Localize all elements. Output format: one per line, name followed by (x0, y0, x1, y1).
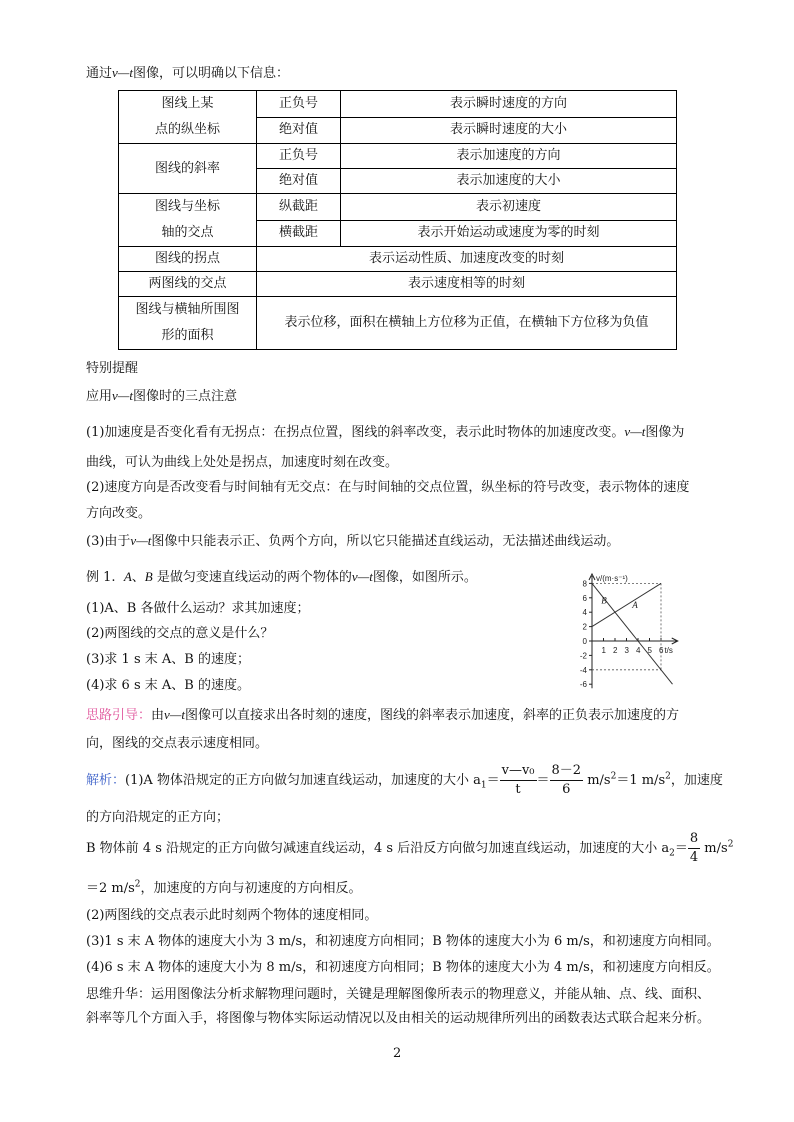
x-tick-label: 1 (601, 646, 606, 655)
intro-vt: v—t (112, 65, 133, 80)
fraction (500, 762, 537, 799)
example-label: 例 1. (86, 570, 116, 585)
fraction (550, 762, 584, 799)
x-tick-label: 3 (624, 646, 629, 655)
row-value: 表示加速度的大小 (341, 169, 677, 194)
note-1-cont: 曲线，可认为曲线上处处是拐点，加速度时刻在改变。 (86, 455, 399, 470)
question-1: (1)A、B 各做什么运动？求其加速度； (86, 601, 310, 616)
row-sub: 纵截距 (257, 194, 341, 221)
equals: ＝ (486, 773, 500, 788)
row-head: 两图线的交点 (119, 272, 257, 297)
note-3 (86, 530, 619, 549)
row-value: 表示瞬时速度的方向 (341, 91, 677, 118)
row-head (119, 194, 257, 247)
y-tick-label: -6 (579, 680, 587, 690)
row-value: 表示开始运动或速度为零的时刻 (341, 220, 677, 247)
fraction-num: v—v₀ (500, 762, 537, 781)
example-sep: 、 (131, 570, 145, 585)
table-row (119, 297, 677, 350)
row-value: 表示加速度的方向 (341, 144, 677, 169)
unit: m/s (704, 841, 728, 856)
row-head-a: 图线与坐标 (154, 199, 220, 214)
y-axis-label: v/(m·s⁻¹) (596, 574, 628, 583)
note-1 (86, 421, 684, 440)
hint-text: 图像可以直接求出各时刻的速度，图线的斜率表示加速度，斜率的正负表示加速度的方 (184, 708, 679, 723)
hint-vt: v—t (164, 707, 185, 722)
fraction (688, 830, 700, 867)
row-head: 图线的拐点 (119, 247, 257, 272)
question-2: (2)两图线的交点的意义是什么？ (86, 626, 274, 641)
note-2-cont: 方向改变。 (86, 506, 152, 521)
hint-label: 思路引导： (86, 708, 152, 723)
x-tick-label: 2 (613, 646, 618, 655)
y-tick-label: 4 (582, 608, 587, 618)
table-row (119, 247, 677, 272)
solution-line-4 (86, 877, 362, 896)
table-row (119, 144, 677, 169)
tip-subtitle (86, 385, 237, 404)
table-row (119, 272, 677, 297)
intro-pre: 通过 (86, 66, 113, 81)
solution-l1-post: ，加速度 (670, 773, 723, 788)
y-tick-label: -4 (579, 665, 587, 675)
solution-line-2: 的方向沿规定的正方向； (86, 810, 230, 825)
hint-pre: 由 (151, 708, 165, 723)
vt-chart (570, 572, 710, 692)
solution-line-5: (2)两图线的交点表示此时刻两个物体的速度相同。 (86, 908, 378, 923)
example-mid: 是做匀变速直线运动的两个物体的 (156, 570, 352, 585)
y-tick-label: -2 (579, 651, 587, 661)
row-head-b: 形的面积 (161, 328, 214, 343)
solution-l4-pre: ＝2 m/s (86, 881, 135, 896)
row-sub: 绝对值 (257, 117, 341, 144)
row-value: 表示运动性质、加速度改变的时刻 (257, 247, 677, 272)
question-3: (3)求 1 s 末 A、B 的速度； (86, 652, 250, 667)
fraction-den: 4 (689, 850, 699, 865)
note-1-tail: 图像为 (645, 425, 685, 440)
series-label-B: B (601, 595, 607, 606)
y-tick-label: 2 (582, 622, 587, 632)
solution-line-6: (3)1 s 末 A 物体的速度大小为 3 m/s，和初速度方向相同；B 物体的速度大小为 6 m/s，和初速度方向相同。 (86, 934, 720, 949)
solution-line-7: (4)6 s 末 A 物体的速度大小为 8 m/s，和初速度方向相同；B 物体的速度大小为 4 m/s，和初速度方向相反。 (86, 960, 720, 975)
solution-line-3 (86, 830, 733, 867)
tip-sub-post: 图像时的三点注意 (132, 389, 237, 404)
y-tick-label: 6 (582, 593, 587, 603)
note-1-text: (1)加速度是否变化看有无拐点：在拐点位置，图线的斜率改变，表示此时物体的加速度改变。 (86, 425, 625, 440)
x-axis-label: t/s (664, 646, 673, 655)
solution-line-8: 思维升华：运用图像法分析求解物理问题时，关键是理解图像所表示的物理意义，并能从轴、点、线、面积、 (86, 987, 711, 1002)
note-3-vt: v—t (130, 533, 152, 548)
tip-vt: v—t (112, 388, 133, 403)
fraction-den: t (515, 782, 521, 797)
example-title (86, 566, 477, 585)
subscript: 1 (480, 780, 487, 791)
row-value: 表示瞬时速度的大小 (341, 117, 677, 144)
solution-label: 解析： (86, 773, 126, 788)
row-head-b: 点的纵坐标 (154, 122, 220, 137)
info-table (118, 90, 677, 350)
fraction-num: 8 (688, 830, 700, 849)
table-row (119, 194, 677, 221)
solution-l3-pre: B 物体前 4 s 沿规定的正方向做匀减速直线运动，4 s 后沿反方向做匀加速直线运动，加速度的大小 a (86, 841, 670, 856)
x-tick-label: 5 (647, 646, 652, 655)
row-sub: 正负号 (257, 144, 341, 169)
example-vt: v—t (351, 569, 373, 584)
hint-cont: 向，图线的交点表示速度相同。 (86, 736, 269, 751)
superscript: 2 (610, 771, 617, 782)
superscript: 2 (134, 879, 141, 890)
row-head-a: 图线上某 (161, 96, 214, 111)
superscript: 2 (665, 771, 671, 782)
note-3-post: 图像中只能表示正、负两个方向，所以它只能描述直线运动，无法描述曲线运动。 (151, 534, 620, 549)
row-value: 表示位移，面积在横轴上方位移为正值，在横轴下方位移为负值 (257, 297, 677, 350)
intro-post: 图像，可以明确以下信息： (132, 66, 289, 81)
row-head-b: 轴的交点 (161, 225, 214, 240)
note-3-pre: (3)由于 (86, 534, 131, 549)
fraction-num: 8－2 (550, 762, 584, 781)
x-tick-label: 6 (659, 646, 664, 655)
row-head: 图线的斜率 (119, 144, 257, 194)
result: ＝1 m/s (616, 773, 666, 788)
table-row (119, 91, 677, 118)
tip-title: 特别提醒 (86, 361, 139, 376)
question-4: (4)求 6 s 末 A、B 的速度。 (86, 678, 250, 693)
solution-line-9: 斜率等几个方面入手，将图像与物体实际运动情况以及由相关的运动规律所列出的函数表达式联合起来分析。 (86, 1011, 711, 1026)
example-a: A (123, 569, 132, 584)
superscript: 2 (727, 839, 734, 850)
hint-line (86, 704, 679, 723)
solution-l1-pre: (1)A 物体沿规定的正方向做匀加速直线运动，加速度的大小 a (125, 773, 481, 788)
row-sub: 绝对值 (257, 169, 341, 194)
row-head (119, 91, 257, 144)
tip-sub-pre: 应用 (86, 389, 113, 404)
fraction-den: 6 (562, 782, 571, 797)
row-head (119, 297, 257, 350)
solution-l4-post: ，加速度的方向与初速度的方向相反。 (140, 881, 362, 896)
x-tick-label: 4 (636, 646, 641, 655)
row-sub: 正负号 (257, 91, 341, 118)
unit: m/s (587, 773, 611, 788)
row-sub: 横截距 (257, 220, 341, 247)
series-label-A: A (632, 599, 638, 610)
example-b: B (144, 569, 153, 584)
subscript: 2 (669, 848, 675, 859)
row-head-a: 图线与横轴所围图 (135, 302, 240, 317)
equals: ＝ (674, 841, 688, 856)
solution-line-1 (86, 762, 723, 799)
intro-line (86, 62, 289, 81)
note-1-vt: v—t (624, 424, 646, 439)
page-number: 2 (393, 1046, 402, 1061)
y-tick-label: 8 (582, 579, 587, 589)
equals: ＝ (536, 773, 550, 788)
row-value: 表示速度相等的时刻 (257, 272, 677, 297)
note-2: (2)速度方向是否改变看与时间轴有无交点：在与时间轴的交点位置，纵坐标的符号改变，表示物体的速度 (86, 480, 690, 495)
y-tick-label: 0 (582, 637, 587, 646)
row-value: 表示初速度 (341, 194, 677, 221)
example-post: 图像，如图所示。 (372, 570, 477, 585)
